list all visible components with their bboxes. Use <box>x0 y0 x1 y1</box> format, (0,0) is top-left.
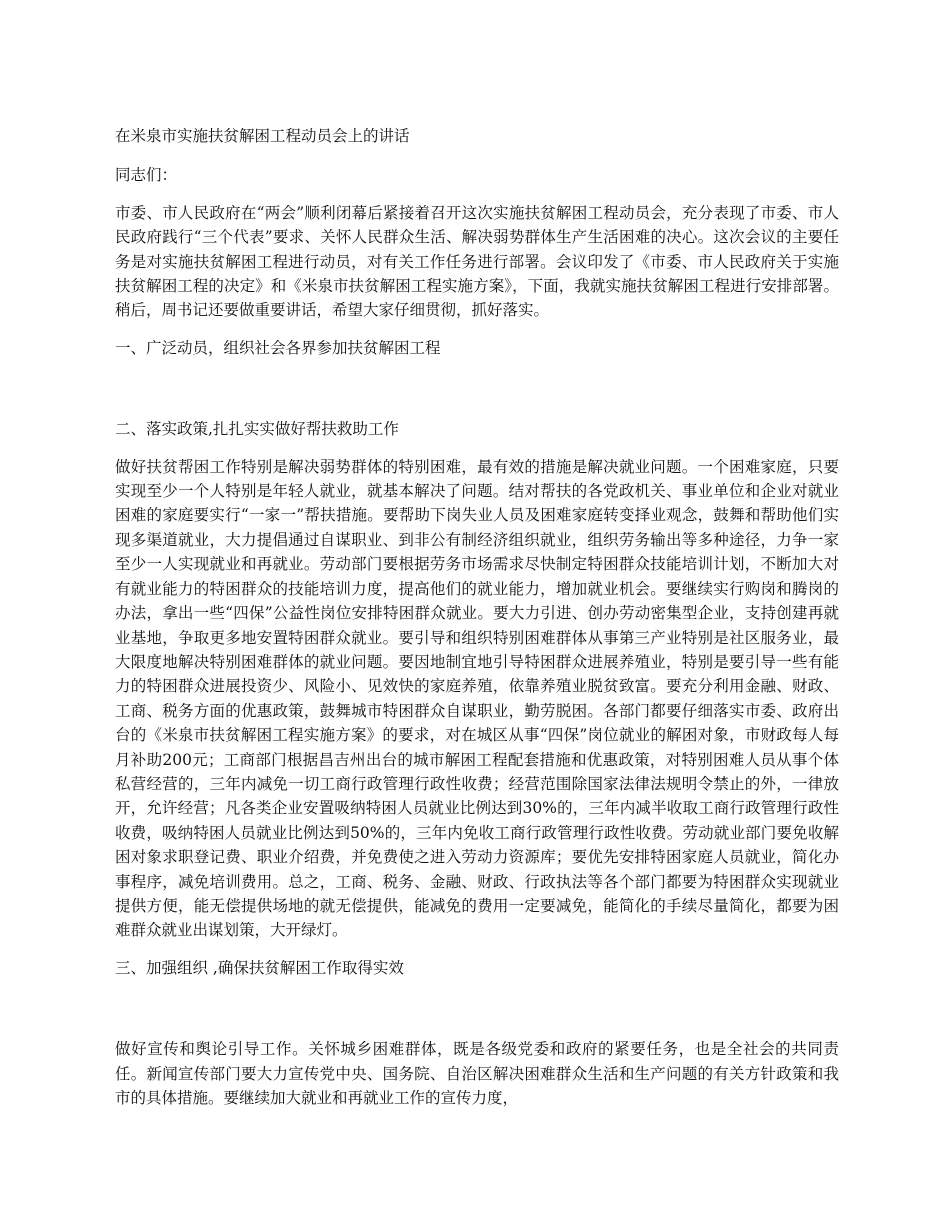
section-3-paragraph: 做好宣传和舆论引导工作。关怀城乡困难群体，既是各级党委和政府的紧要任务，也是全社会的共同责任。新闻宣传部门要大力宣传党中央、国务院、自治区解决困难群众生活和生产问题的有关方针政策和我市的具体措施。要继续加大就业和再就业工作的宣传力度， <box>115 1040 839 1107</box>
greeting: 同志们： <box>115 166 178 185</box>
document-title: 在米泉市实施扶贫解困工程动员会上的讲话 <box>115 127 410 145</box>
section-3-blank-space <box>115 993 839 1037</box>
section-1-blank-space <box>115 373 839 417</box>
document-page <box>115 124 839 1123</box>
section-1-heading: 一、广泛动员，组织社会各界参加扶贫解困工程 <box>115 338 441 357</box>
intro-paragraph: 市委、市人民政府在“两会”顺利闭幕后紧接着召开这次实施扶贫解困工程动员会，充分表现了市委、市人民政府践行“三个代表”要求、关怀人民群众生活、解决弱势群体生产生活困难的决心。这次会议的主要任务是对实施扶贫解困工程进行动员，对有关工作任务进行部署。会议印发了《市委、市人民政府关于实施扶贫解困工程的决定》和《米泉市扶贫解困工程实施方案》，下面，我就实施扶贫解困工程进行安排部署。稍后，周书记还要做重要讲话，希望大家仔细贯彻，抓好落实。 <box>115 203 839 320</box>
section-2-paragraph: 做好扶贫帮困工作特别是解决弱势群体的特别困难，最有效的措施是解决就业问题。一个困难家庭，只要实现至少一个人特别是年轻人就业，就基本解决了问题。结对帮扶的各党政机关、事业单位和企业对就业困难的家庭要实行“一家一”帮扶措施。要帮助下岗失业人员及困难家庭转变择业观念，鼓舞和帮助他们实现多渠道就业，大力提倡通过自谋职业、到非公有制经济组织就业，组织劳务输出等多种途径，力争一家至少一人实现就业和再就业。劳动部门要根据劳务市场需求尽快制定特困群众技能培训计划，不断加大对有就业能力的特困群众的技能培训力度，提高他们的就业能力，增加就业机会。要继续实行购岗和腾岗的办法，拿出一些“四保”公益性岗位安排特困群众就业。要大力引进、创办劳动密集型企业，支持创建再就业基地，争取更多地安置特困群众就业。要引导和组织特别困难群体从事第三产业特别是社区服务业，最大限度地解决特别困难群体的就业问题。要因地制宜地引导特困群众进展养殖业，特别是要引导一些有能力的特困群众进展投资少、风险小、见效快的家庭养殖，依靠养殖业脱贫致富。要充分利用金融、财政、工商、税务方面的优惠政策，鼓舞城市特困群众自谋职业，勤劳脱困。各部门都要仔细落实市委、政府出台的《米泉市扶贫解困工程实施方案》的要求，对在城区从事“四保”岗位就业的解困对象，市财政每人每月补助200元；工商部门根据昌吉州出台的城市解困工程配套措施和优惠政策，对特别困难人员从事个体私营经营的，三年内减免一切工商行政管理行政性收费；经营范围除国家法律法规明令禁止的外，一律放开，允许经营；凡各类企业安置吸纳特困人员就业比例达到30%的，三年内减半收取工商行政管理行政性收费，吸纳特困人员就业比例达到50%的，三年内免收工商行政管理行政性收费。劳动就业部门要免收解困对象求职登记费、职业介绍费，并免费使之进入劳动力资源库；要优先安排特困家庭人员就业，简化办事程序，减免培训费用。总之，工商、税务、金融、财政、行政执法等各个部门都要为特困群众实现就业提供方便，能无偿提供场地的就无偿提供，能减免的费用一定要减免，能简化的手续尽量简化，都要为困难群众就业出谋划策，大开绿灯。 <box>115 457 839 940</box>
section-2-heading: 二、落实政策,扎扎实实做好帮扶救助工作 <box>115 420 399 439</box>
section-3-heading: 三、加强组织 ,确保扶贫解困工作取得实效 <box>115 958 404 977</box>
